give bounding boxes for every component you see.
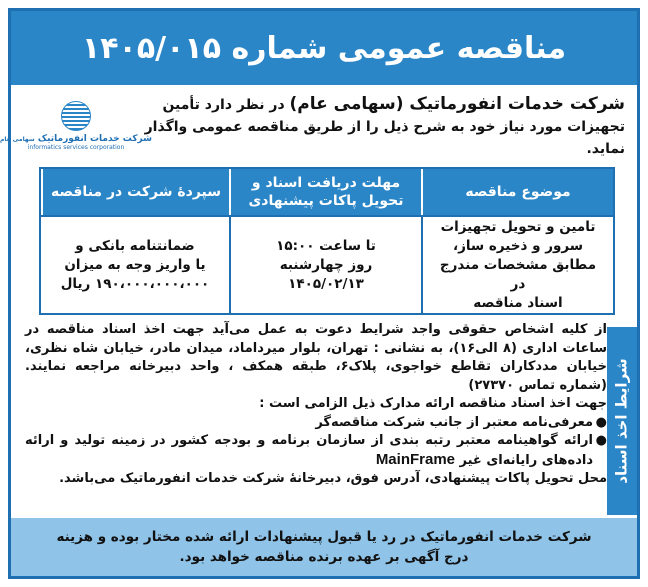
subject-line: سرور و ذخیره ساز، (452, 237, 584, 254)
intro-section (0, 93, 631, 163)
company-logo (0, 93, 153, 159)
header-subject: موضوع مناقصه (421, 169, 613, 215)
requirements-heading: جهت اخذ اسناد مناقصه ارائه مدارک ذیل الزامی است : (259, 396, 607, 411)
deadline-line: ۱۴۰۵/۰۲/۱۳ (288, 275, 364, 292)
conditions-section (25, 321, 607, 521)
requirement-text: ارائه گواهینامه معتبر رتبه بندی از سازمان برنامه و بودجه کشور در زمینه تولید و ارائه داده‌های رایانه‌ای غیر (25, 433, 593, 468)
tender-table (39, 167, 615, 315)
deposit-line: ۱۹۰،۰۰۰،۰۰۰،۰۰۰ ریال (60, 275, 210, 292)
conditions-side-tab (607, 327, 637, 515)
cell-deadline (229, 215, 421, 313)
requirement-item (25, 414, 607, 433)
header-deadline: مهلت دریافت اسناد و تحویل پاکات پیشنهادی (229, 169, 421, 215)
deposit-line: ضمانتنامه بانکی و (75, 237, 195, 254)
bullet-icon: ● (595, 433, 607, 448)
bullet-icon: ● (595, 414, 607, 430)
header-deposit: سپردهٔ شرکت در مناقصه (41, 169, 229, 215)
requirement-item (25, 432, 607, 470)
deadline-line: روز چهارشنبه (279, 256, 373, 273)
logo-suffix: سهامی عام (0, 136, 35, 143)
delivery-paragraph: محل تحویل پاکات پیشنهادی، آدرس فوق، دبیرخانهٔ شرکت خدمات انفورماتیک می‌باشد. (59, 471, 607, 486)
title-banner (11, 11, 637, 85)
logo-globe-icon (61, 101, 91, 131)
tender-title: مناقصه عمومی شماره ۱۴۰۵/۰۱۵ (81, 30, 567, 66)
subject-line: تامین و تحویل تجهیزات (440, 218, 596, 235)
intro-text (131, 93, 631, 160)
intro-rest: در نظر دارد تأمین تجهیزات مورد نیاز خود به شرح ذیل را از طریق مناقصه عمومی واگذار نماید. (144, 97, 625, 157)
requirement-text: معرفی‌نامه معتبر از جانب شرکت مناقصه‌گر (315, 414, 593, 430)
subject-line: اسناد مناقصه (473, 294, 563, 311)
conditions-paragraph: از کلیه اشخاص حقوقی واجد شرایط دعوت به عمل می‌آید جهت اخذ اسناد مناقصه در ساعات اداری (۸ الی۱۶)، به نشانی : تهران، بلوار میرداماد، میدان مادر، خیابان شاه نظری، خیابان مددکاران تقاطع خواجوی، پلاک۶، طبقه همکف ، واحد دبیرخانه مراجعه نمایند. (شماره تماس ۲۷۳۷۰) (25, 322, 607, 393)
tender-ad-frame (0, 8, 640, 579)
company-name: شرکت خدمات انفورماتیک (سهامی عام) (289, 94, 625, 114)
subject-line: مطابق مشخصات مندرج در (439, 256, 597, 292)
logo-name-en: informatics services corporation (27, 144, 125, 151)
conditions-side-label: شرایط اخذ اسناد (613, 358, 632, 484)
deposit-line: یا واریز وجه به میزان (64, 256, 206, 273)
footer-note (11, 518, 637, 576)
footer-text: شرکت خدمات انفورماتیک در رد یا قبول پیشنهادات ارائه شده مختار بوده و هزینه درج آگهی بر عهده برنده مناقصه خواهد بود. (56, 529, 592, 565)
cell-deposit (41, 215, 229, 313)
cell-subject (421, 215, 613, 313)
deadline-line: تا ساعت ۱۵:۰۰ (276, 237, 376, 254)
logo-name-fa: شرکت خدمات انفورماتیک (37, 134, 153, 144)
mainframe-term: MainFrame (375, 450, 456, 468)
